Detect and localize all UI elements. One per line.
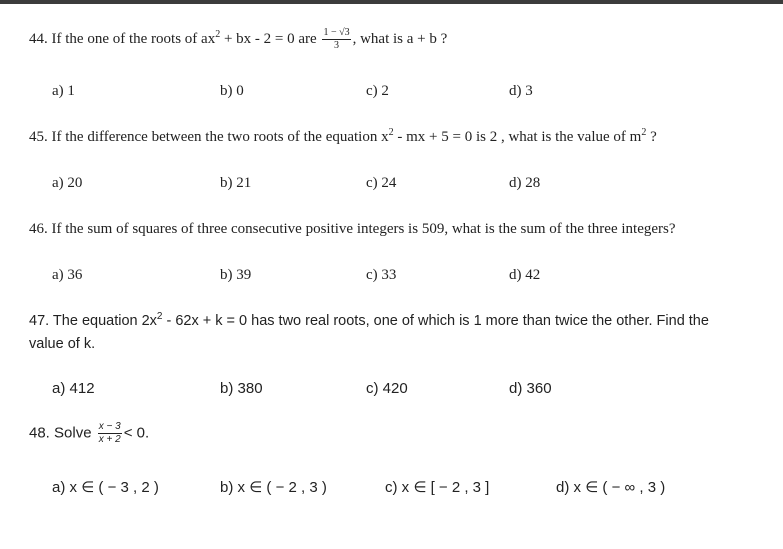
q48-option-c[interactable]: c) x ∈ [ − 2 , 3 ] xyxy=(385,479,490,496)
q48-text-after: < 0. xyxy=(123,424,150,442)
q45-option-b[interactable]: b) 21 xyxy=(220,175,252,191)
q45-exponent-x: 2 xyxy=(388,127,394,138)
q44-option-b[interactable]: b) 0 xyxy=(220,83,244,99)
q45-option-d[interactable]: d) 28 xyxy=(509,175,541,191)
q47-option-a[interactable]: a) 412 xyxy=(52,380,95,397)
q45-text-mid: - mx + 5 = 0 is 2 , what is the value of m xyxy=(393,129,642,145)
q44-text-mid: + bx - 2 = 0 are xyxy=(220,30,317,47)
q45-text-before: 45. If the difference between the two roots of the equation x xyxy=(29,129,389,145)
q48-option-d[interactable]: d) x ∈ ( − ∞ , 3 ) xyxy=(556,479,666,496)
question-48 xyxy=(29,422,149,445)
q48-fraction-denominator: x + 2 xyxy=(98,434,121,445)
q48-option-a[interactable]: a) x ∈ ( − 3 , 2 ) xyxy=(52,479,159,496)
q45-option-c[interactable]: c) 24 xyxy=(366,175,397,191)
q46-option-a[interactable]: a) 36 xyxy=(52,267,83,283)
q44-fraction-numerator: 1 − √3 xyxy=(323,27,350,38)
q44-option-a[interactable]: a) 1 xyxy=(52,83,75,99)
question-45 xyxy=(29,129,657,146)
q45-text-after: ? xyxy=(646,129,657,145)
q47-exponent: 2 xyxy=(156,311,163,323)
q47-text-before: 47. The equation 2x xyxy=(29,313,157,329)
question-46: 46. If the sum of squares of three consecutive positive integers is 509, what is the sum of the three integers? xyxy=(29,221,676,237)
q47-option-c[interactable]: c) 420 xyxy=(366,380,408,397)
q44-exponent: 2 xyxy=(215,28,221,40)
q46-option-d[interactable]: d) 42 xyxy=(509,267,541,283)
q48-option-b[interactable]: b) x ∈ ( − 2 , 3 ) xyxy=(220,479,327,496)
q45-option-a[interactable]: a) 20 xyxy=(52,175,83,191)
q46-option-b[interactable]: b) 39 xyxy=(220,267,252,283)
q44-fraction-denominator: 3 xyxy=(334,40,339,51)
question-47-line-1 xyxy=(29,313,709,329)
q48-fraction-numerator: x − 3 xyxy=(98,421,121,432)
q45-exponent-m: 2 xyxy=(641,127,647,138)
q46-option-c[interactable]: c) 33 xyxy=(366,267,397,283)
q44-text-after: , what is a + b ? xyxy=(352,30,448,47)
q48-text-before: 48. Solve xyxy=(29,424,92,442)
q47-text-after: - 62x + k = 0 has two real roots, one of which is 1 more than twice the other. Find the xyxy=(162,313,709,329)
q47-option-d[interactable]: d) 360 xyxy=(509,380,552,397)
q44-text-before: 44. If the one of the roots of ax xyxy=(29,30,216,47)
q47-option-b[interactable]: b) 380 xyxy=(220,380,263,397)
question-44 xyxy=(29,28,447,51)
q44-option-d[interactable]: d) 3 xyxy=(509,83,533,99)
top-bar xyxy=(0,0,783,4)
question-47-line-2: value of k. xyxy=(29,336,96,352)
q48-inequality-fraction xyxy=(98,422,122,445)
q44-option-c[interactable]: c) 2 xyxy=(366,83,389,99)
q44-root-fraction xyxy=(322,28,350,51)
